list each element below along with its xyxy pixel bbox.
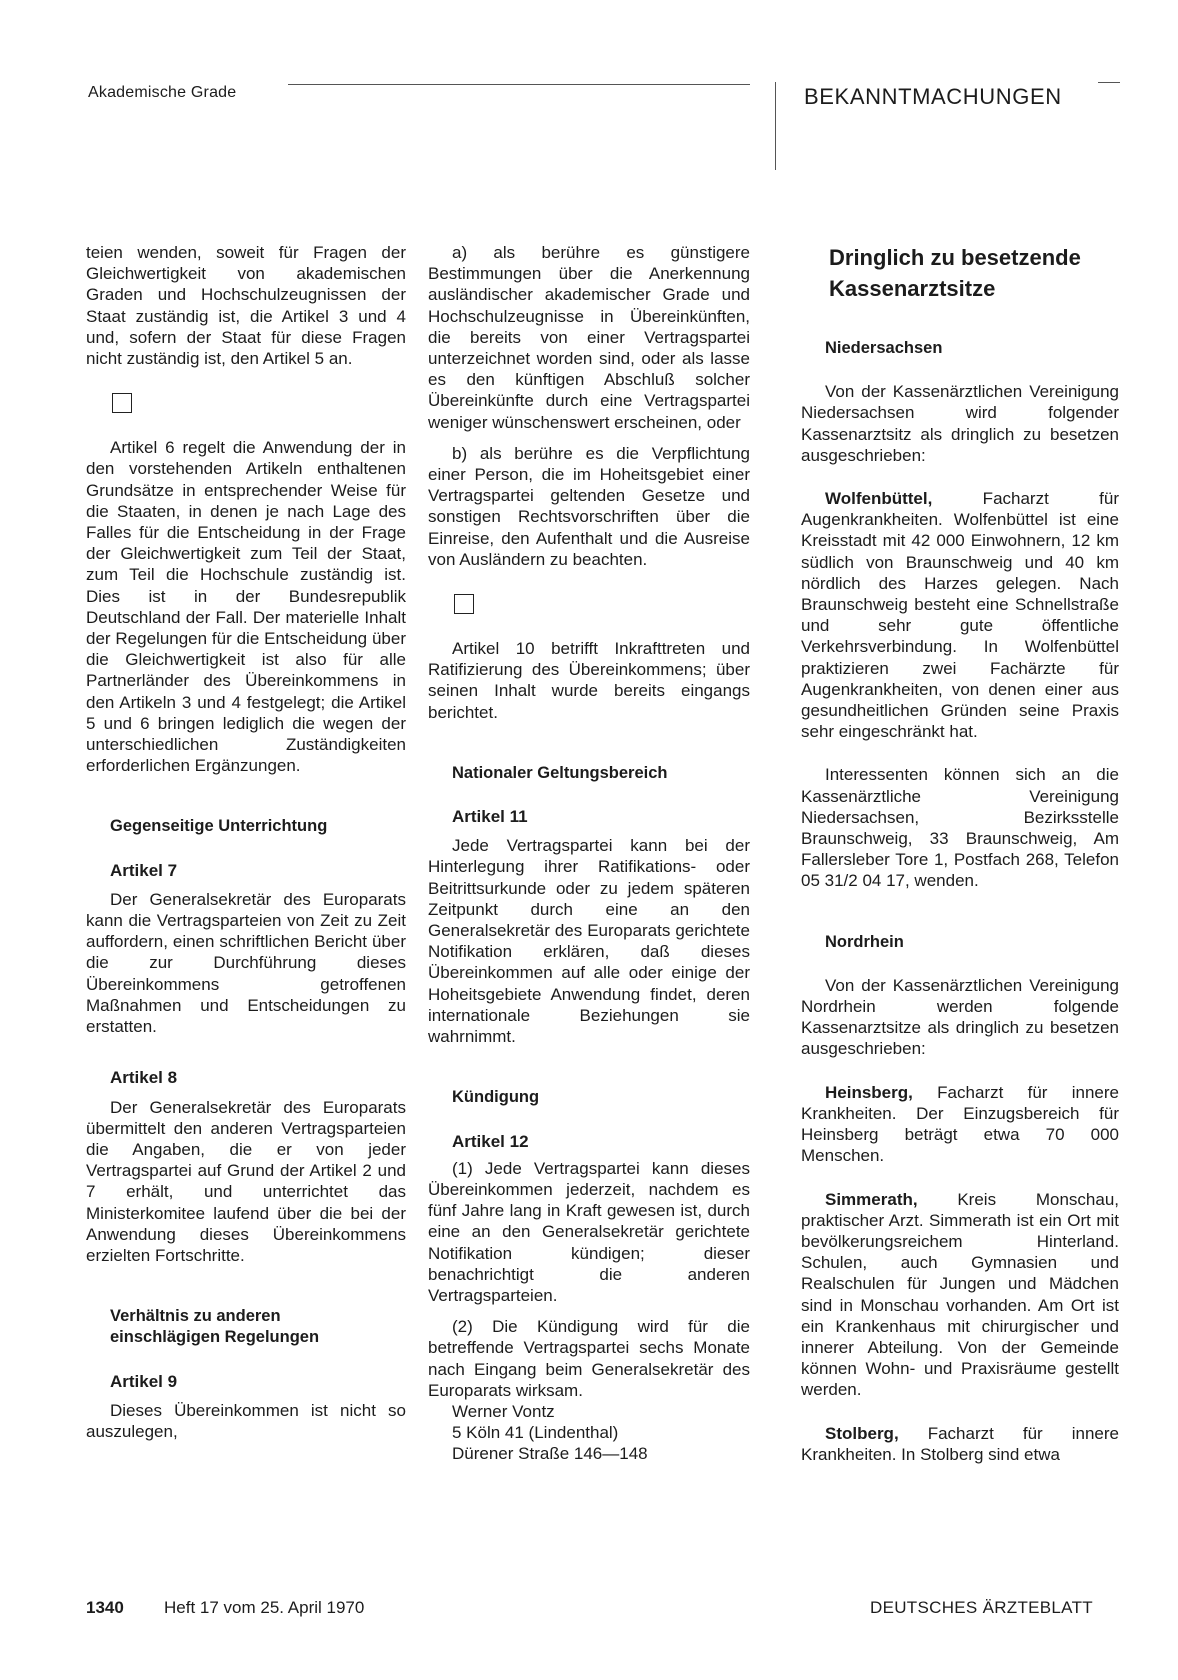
paragraph: Von der Kassenärztlichen Vereinigung Nordrhein werden folgende Kassenarztsitze als dringlich zu besetzen ausgeschrieben: [801, 975, 1119, 1059]
place-name: Wolfenbüttel, [825, 489, 933, 509]
paragraph: Dieses Übereinkommen ist nicht so auszulegen, [86, 1400, 406, 1441]
section-heading: Gegenseitige Unterrichtung [110, 817, 328, 836]
section-heading: Verhältnis zu anderen [110, 1307, 281, 1326]
paragraph: Artikel 10 betrifft Inkrafttreten und Ratifizierung des Übereinkommens; über seinen Inhalt wurde bereits eingangs berichtet. [428, 639, 750, 722]
page-number: 1340 [86, 1598, 124, 1617]
listing-text: Facharzt für innere Krankheiten. Der Einzugsbereich für Heinsberg beträgt etwa 70 000 Menschen. [801, 1082, 1119, 1166]
section-marker-icon [454, 594, 474, 614]
column-1 [86, 242, 406, 1442]
signature-address: 5 Köln 41 (Lindenthal) [452, 1423, 619, 1443]
column-2 [428, 242, 750, 1465]
paragraph: Artikel 6 regelt die Anwendung der in den vorstehenden Artikeln enthaltenen Grundsätze in entsprechender Weise für die Staaten, in denen je nach Lage des Falles für die Entscheidung in der Frage der Gleichwertigkeit zum Teil der Staat, zum Teil die Hochschule zuständig ist. Dies ist in der Bundesrepublik Deutschland der Fall. Der materielle Inhalt der Regelungen für die Entscheidung über die Gleichwertigkeit ist also für alle Partnerländer des Übereinkommens in den Artikeln 3 und 4 festgelegt; die Artikel 5 und 6 bringen lediglich die wegen der unterschiedlichen Zuständigkeiten erforderlichen Ergänzungen. [86, 438, 406, 776]
article-heading: Artikel 12 [452, 1131, 529, 1151]
place-name: Stolberg, [825, 1423, 899, 1443]
running-header-section: Akademische Grade [88, 84, 237, 101]
issue-info: Heft 17 vom 25. April 1970 [164, 1598, 365, 1617]
article-heading: Artikel 9 [110, 1371, 178, 1391]
paragraph: b) als berühre es die Verpflichtung einer Person, die im Hoheitsgebiet einer Vertragspartei geltenden Gesetze und sonstigen Rechtsvorschriften über die Einreise, den Aufenthalt und die Ausreise von Ausländern zu beachten. [428, 443, 750, 569]
running-header-rubric: BEKANNTMACHUNGEN [804, 84, 1062, 109]
paragraph: Der Generalsekretär des Europarats kann die Vertragsparteien von Zeit zu Zeit auffordern, einen schriftlichen Bericht über die zur Durchführung dieses Übereinkommens getroffenen Maßnahmen und Entscheidungen zu erstatten. [86, 889, 406, 1037]
header-rule [288, 84, 750, 85]
paragraph: teien wenden, soweit für Fragen der Gleichwertigkeit von akademischen Graden und Hochschulzeugnissen der Staat zuständig ist, die Artikel 3 und 4 und, sofern der Staat für diese Fragen nicht zuständig ist, den Artikel 5 an. [86, 243, 406, 369]
listing-text: Facharzt für innere Krankheiten. In Stolberg sind etwa [801, 1423, 1119, 1464]
paragraph: Der Generalsekretär des Europarats übermittelt den anderen Vertragsparteien die Angaben, die er von jeder Vertragspartei auf Grund der Artikel 2 und 7 erhält, und unterrichtet das Ministerkomitee laufend über die bei der Anwendung dieses Übereinkommens erzielten Fortschritte. [86, 1097, 406, 1265]
paragraph [801, 1082, 1119, 1167]
signature-name: Werner Vontz [452, 1401, 555, 1421]
paragraph [801, 1189, 1119, 1401]
journal-name: DEUTSCHES ÄRZTEBLATT [870, 1598, 1093, 1617]
section-heading: Nationaler Geltungsbereich [452, 763, 668, 782]
page-title: Dringlich zu besetzende [829, 245, 1081, 270]
header-dash [1098, 82, 1120, 83]
page-title: Kassenarztsitze [829, 276, 996, 301]
paragraph: Interessenten können sich an die Kassenärztliche Vereinigung Niedersachsen, Bezirksstelle Braunschweig, 33 Braunschweig, Am Fallersleber Tore 1, Postfach 268, Telefon 05 31/2 04 17, wenden. [801, 765, 1119, 891]
paragraph: Von der Kassenärztlichen Vereinigung Niedersachsen wird folgender Kassenarztsitz als dringlich zu besetzen ausgeschrieben: [801, 382, 1119, 465]
section-heading: einschlägigen Regelungen [110, 1328, 320, 1347]
section-heading: Kündigung [452, 1088, 540, 1107]
column-3 [801, 242, 1119, 1465]
section-heading: Nordrhein [825, 932, 904, 951]
paragraph: a) als berühre es günstigere Bestimmungen über die Anerkennung ausländischer akademischer Grade und Hochschulzeugnisse in Übereinkünften, die bereits von einer Vertragspartei unterzeichnet worden sind, oder als lasse es den künftigen Abschluß solcher Übereinkünfte durch eine Vertragspartei weniger wünschenswert erscheinen, oder [428, 243, 750, 432]
paragraph: Jede Vertragspartei kann bei der Hinterlegung ihrer Ratifikations- oder Beitrittsurkunde oder zu jedem späteren Zeitpunkt durch eine an den Generalsekretär des Europarats gerichtete Notifikation erklären, daß dieses Übereinkommen auf alle oder einige der Hoheitsgebiete Anwendung findet, deren internationale Beziehungen sie wahrnimmt. [428, 836, 750, 1047]
listing-text: Facharzt für Augenkrankheiten. Wolfenbüttel ist eine Kreisstadt mit 42 000 Einwohnern, 12 km südlich von Braunschweig und 40 km nördlich des Harzes gelegen. Nach Braunschweig besteht eine Schnellstraße und sehr gute öffentliche Verkehrsverbindung. In Wolfenbüttel praktizieren zwei Fachärzte für Augenkrankheiten, von denen einer aus gesundheitlichen Gründen seine Praxis sehr eingeschränkt hat. [801, 489, 1119, 742]
place-name: Simmerath, [825, 1189, 918, 1209]
section-marker-icon [112, 393, 132, 413]
section-heading: Niedersachsen [825, 339, 943, 357]
column-divider [775, 82, 776, 170]
paragraph: (2) Die Kündigung wird für die betreffende Vertragspartei sechs Monate nach Eingang beim Generalsekretär des Europarats wirksam. [428, 1317, 750, 1400]
signature-address: Dürener Straße 146—148 [452, 1444, 648, 1464]
place-name: Heinsberg, [825, 1082, 913, 1102]
listing-text: Kreis Monschau, praktischer Arzt. Simmerath ist ein Ort mit bevölkerungsreichem Hinterland. Schulen, auch Gymnasien und Realschulen für Jungen und Mädchen sind in Monschau vorhanden. Am Ort ist ein Krankenhaus mit chirurgischer und innerer Abteilung. Von der Gemeinde können Wohn- und Praxisräume gestellt werden. [801, 1189, 1119, 1400]
article-heading: Artikel 7 [110, 860, 178, 880]
paragraph [801, 488, 1119, 742]
paragraph: (1) Jede Vertragspartei kann dieses Übereinkommen jederzeit, nachdem es fünf Jahre lang in Kraft gewesen ist, durch eine an den Generalsekretär gerichtete Notifikation kündigen; dieser benachrichtigt die anderen Vertragsparteien. [428, 1158, 750, 1305]
article-heading: Artikel 8 [110, 1068, 178, 1088]
article-heading: Artikel 11 [452, 807, 528, 827]
paragraph [801, 1423, 1119, 1465]
